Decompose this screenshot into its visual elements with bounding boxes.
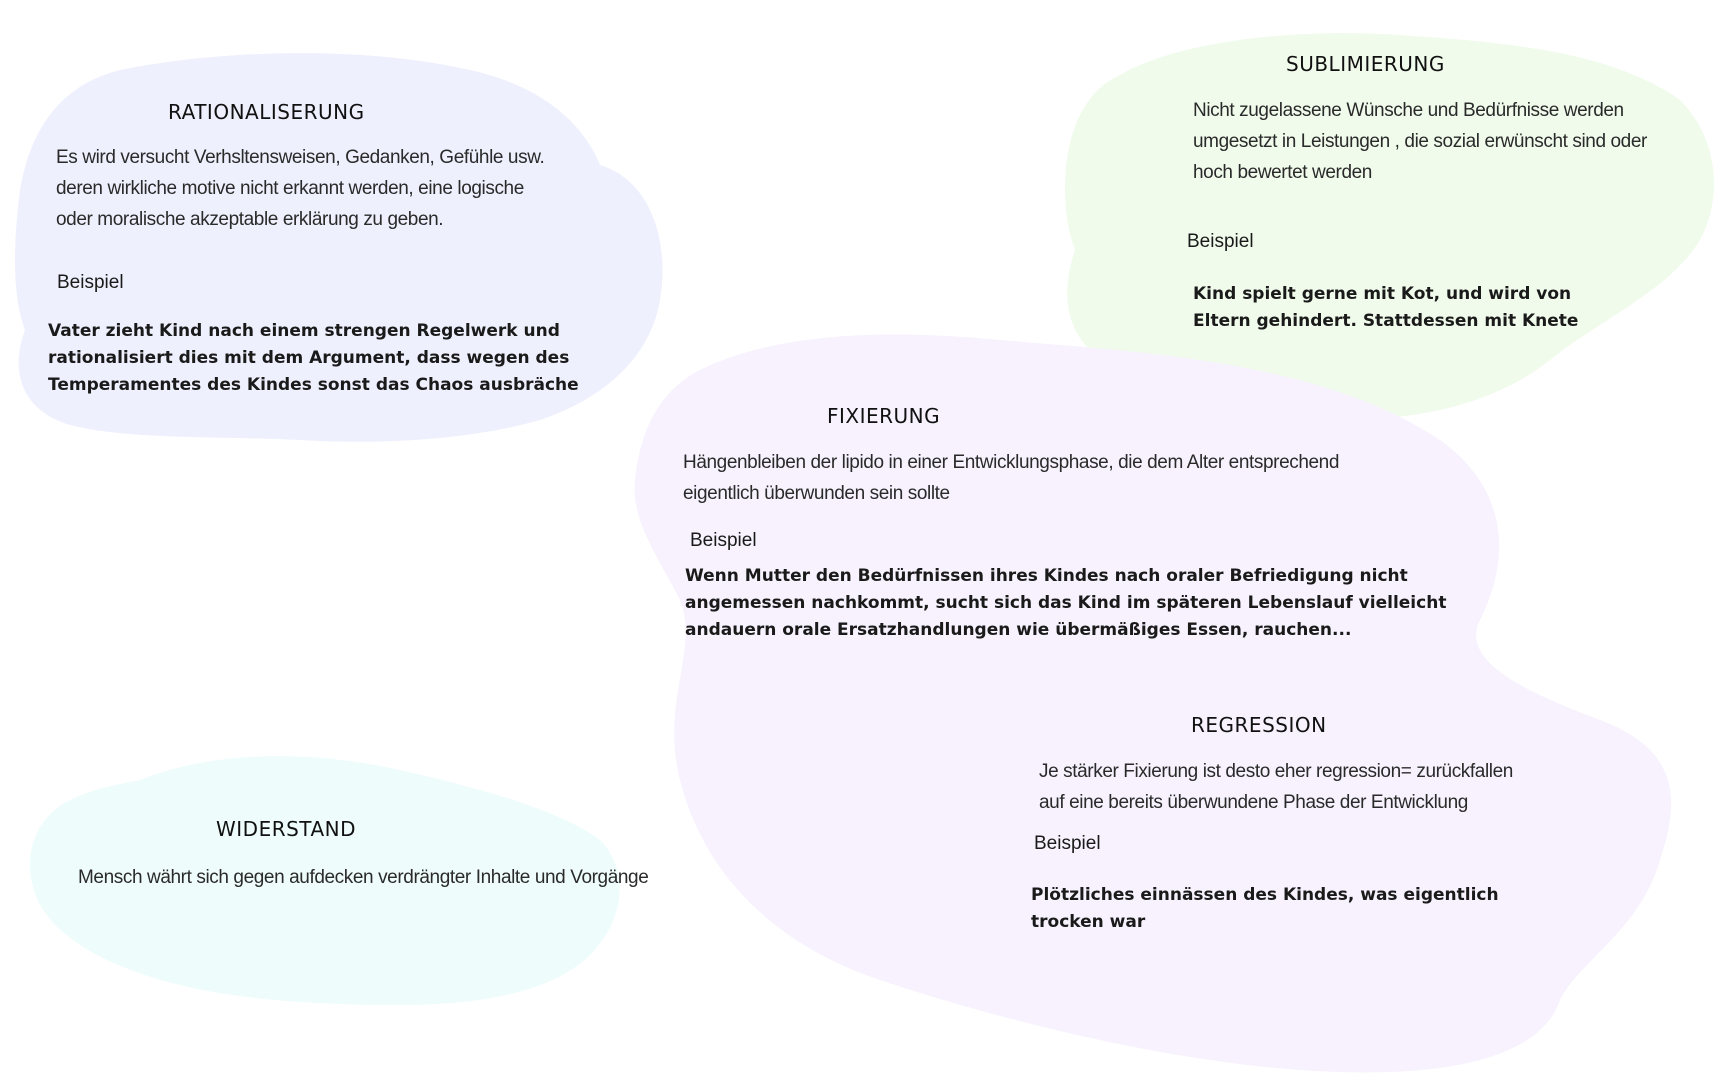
- regression-title: REGRESSION: [1191, 713, 1327, 737]
- regression-definition: Je stärker Fixierung ist desto eher regression= zurückfallen auf eine bereits überwundene Phase der Entwicklung: [1039, 761, 1513, 813]
- fixierung-example-label: Beispiel: [690, 530, 757, 551]
- sublimierung-definition: Nicht zugelassene Wünsche und Bedürfnisse werden umgesetzt in Leistungen , die sozial erwünscht sind oder hoch bewertet werden: [1193, 100, 1647, 183]
- fixierung-blob: [634, 334, 1671, 1072]
- widerstand-definition: Mensch währt sich gegen aufdecken verdrängter Inhalte und Vorgänge: [78, 867, 649, 888]
- fixierung-example: Wenn Mutter den Bedürfnissen ihres Kindes nach oraler Befriedigung nicht angemessen nachkommt, sucht sich das Kind im späteren Lebenslauf vielleicht andauern orale Ersatzhandlungen wie übermäßiges Essen, rauchen...: [685, 566, 1447, 640]
- rationalisierung-definition: Es wird versucht Verhsltensweisen, Gedanken, Gefühle usw. deren wirkliche motive nicht erkannt werden, eine logische oder moralische akzeptable erklärung zu geben.: [56, 147, 545, 230]
- sublimierung-title: SUBLIMIERUNG: [1286, 52, 1445, 76]
- regression-example: Plötzliches einnässen des Kindes, was eigentlich trocken war: [1031, 885, 1499, 932]
- sublimierung-example-label: Beispiel: [1187, 231, 1254, 252]
- fixierung-title: FIXIERUNG: [827, 404, 941, 428]
- fixierung-definition: Hängenbleiben der lipido in einer Entwicklungsphase, die dem Alter entsprechend eigentlich überwunden sein sollte: [683, 452, 1340, 504]
- rationalisierung-example-label: Beispiel: [57, 272, 124, 293]
- widerstand-title: WIDERSTAND: [216, 817, 357, 841]
- regression-example-label: Beispiel: [1034, 833, 1101, 854]
- rationalisierung-title: RATIONALISERUNG: [168, 100, 365, 124]
- rationalisierung-example: Vater zieht Kind nach einem strengen Regelwerk und rationalisiert dies mit dem Argument, dass wegen des Temperamentes des Kindes sonst das Chaos ausbräche: [48, 321, 579, 395]
- sublimierung-example: Kind spielt gerne mit Kot, und wird von Eltern gehindert. Stattdessen mit Knete: [1193, 284, 1579, 331]
